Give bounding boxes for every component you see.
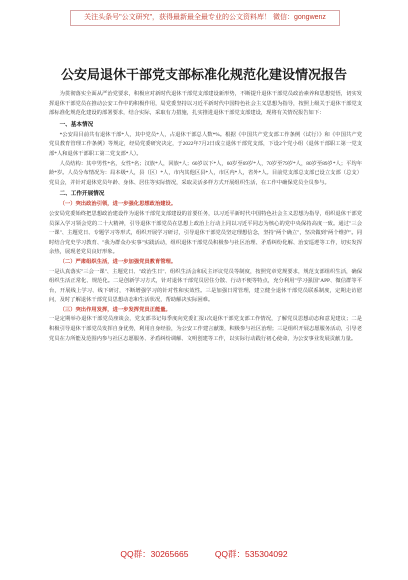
qq-group-1: QQ群：30265665 bbox=[120, 549, 189, 559]
footer-contact bbox=[0, 548, 408, 560]
body-paragraph: 公安局党委始终把思想政治建设作为退休干部党支部建设的首要任务，以习近平新时代中国特色社会主义思想为指导，组织退休干部党员深入学习领会党的二十大精神，引导退休干部党员在思想上政治上行动上同以习近平同志为核心的党中央保持高度一致。通过"三会一课"、主题党日、专题学习等形式，组织开展学习研讨，引导退休干部党员坚定理想信念，坚持"两个确立"，坚决做到"两个维护"。同时结合党史学习教育、"我为群众办实事"实践活动，组织退休干部党员积极参与社区治理、矛盾纠纷化解、治安巡逻等工作，切实发挥余热，展现老党员良好形象。 bbox=[49, 210, 362, 256]
document-title: 公安局退休干部党支部标准化规范化建设情况报告 bbox=[60, 67, 347, 82]
top-banner: 关注头条号"公文研究"，获得最新最全最专业的公文资料库！ 微信：gongwenz bbox=[70, 10, 340, 26]
section-heading: 二、工作开展情况 bbox=[59, 191, 105, 198]
subsection-heading bbox=[49, 258, 362, 268]
document-body bbox=[49, 90, 362, 530]
subsection-number: （一） bbox=[59, 201, 76, 208]
subsection-title: 突出政治引领，进一步强化思想政治建设。 bbox=[75, 201, 177, 208]
subsection-title: 严肃组织生活，进一步加强党员教育管理。 bbox=[75, 258, 177, 265]
subsection-heading bbox=[49, 200, 362, 210]
subsection-number: （三） bbox=[59, 306, 76, 313]
body-paragraph: 人员结构：其中男性*名，女性*名；汉族*人，回族*人；60岁以下*人，60岁至69岁*人，70岁至79岁*人，80岁至89岁*人；平均年龄*岁。人员分布情况为：局本级*人，县（区）*人，市内其他区县*人，市区内*人，省外*人。目前党支部总支部已设立支部（总支）党员会，并针对退休党员年龄、身体、居住等实际情况，采取灵活多样方式开展组织生活，在工作中确保党员全员参与。 bbox=[49, 160, 362, 186]
subsection-heading bbox=[49, 306, 362, 316]
body-paragraph: 一是定期举办退休干部党员座谈会，党支部书记每季度向党委汇报1次退休干部党支部工作情况，了解党员思想动态和意见建议；二是积极引导退休干部党员发挥自身优势，利用自身经验，为公安工作建言献策，积极参与社区治理；三是组织开展志愿服务活动，引导老党员在力所能及范围内参与社区志愿服务、矛盾纠纷调解、文明创建等工作，以实际行动践行初心使命，为公安事业发展贡献力量。 bbox=[49, 316, 362, 342]
subsection-title: 突出作用发挥，进一步发挥党员正能量。 bbox=[75, 306, 171, 313]
section-heading: 一、基本情况 bbox=[59, 121, 94, 128]
qq-group-2: QQ群：535304092 bbox=[214, 549, 288, 559]
body-paragraph: 一是认真落实"三会一课"、主题党日、"政治生日"、组织生活会和民主评议党员等制度，按照党章党规要求，规范支部组织生活，确保组织生活正常化、规范化。二是创新学习方式，针对退休干部党员居住分散、行动不便等特点，充分利用"学习强国"APP、微信群等平台，开展线上学习、线下研讨，不断增强学习的针对性和实效性。三是加强日常管理，建立健全退休干部党员联系制度，定期走访慰问，及时了解退休干部党员思想动态和生活状况，帮助解决实际困难。 bbox=[49, 268, 362, 304]
subsection-number: （二） bbox=[59, 258, 76, 265]
intro-paragraph: 为贯彻落实全面从严治党要求，积极应对新时代退休干部党支部建设新形势，不断提升退休干部党员政治素养和思想觉悟，切实发挥退休干部党员在推动公安工作中的积极作用，局党委坚持以习近平新时代中国特色社会主义思想为指导，按照上级关于退休干部党支部标准化规范化建设的部署要求，结合实际，采取有力措施，扎实推进退休干部党支部建设，现将有关情况报告如下： bbox=[49, 91, 362, 117]
body-paragraph: *公安局目前共有退休干部*人，其中党员*人，占退休干部总人数*%。根据《中国共产党支部工作条例（试行）》和《中国共产党党员教育管理工作条例》等规定，经局党委研究决定，于2022年7月2日成立退休干部党支部，下设2个党小组（退休干部职工第一党支部*人和退休干部职工第二党支部*人）。 bbox=[49, 131, 362, 157]
